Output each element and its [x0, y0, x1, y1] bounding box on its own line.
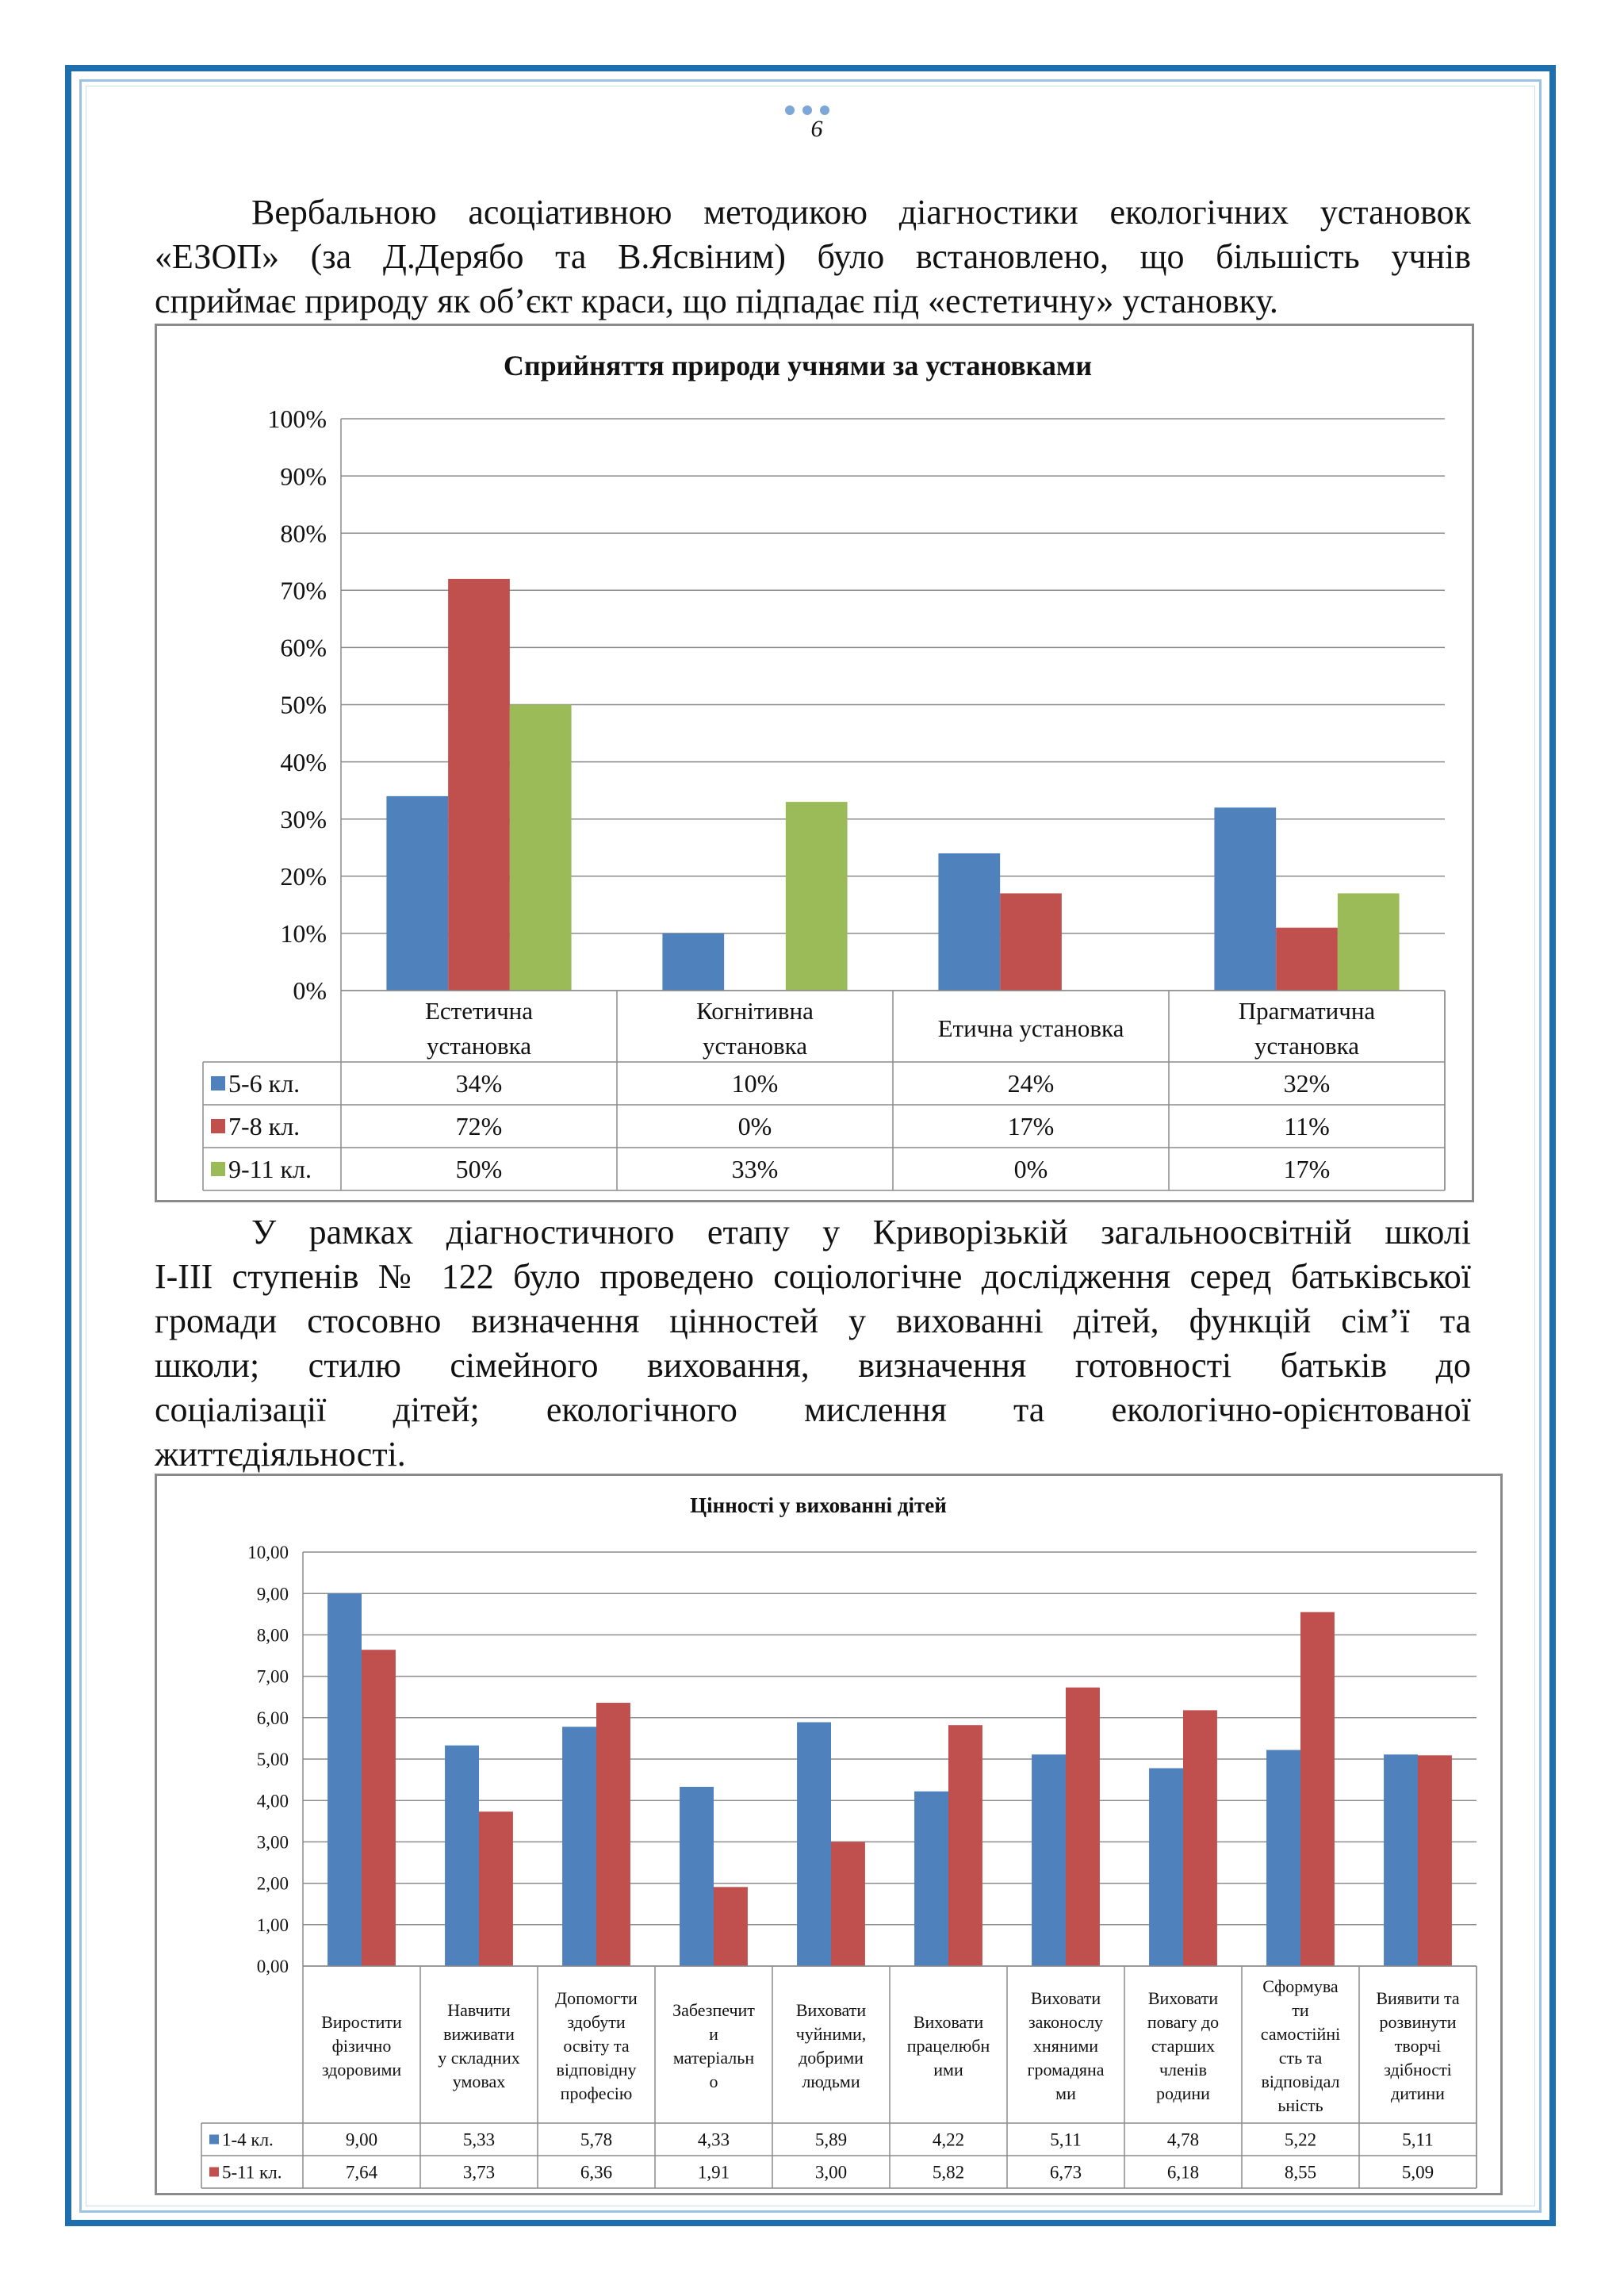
category-label: Навчити — [447, 2000, 511, 2020]
bar-2 — [1276, 928, 1338, 991]
category-label: самостійні — [1260, 2024, 1341, 2044]
y-tick-label: 20% — [280, 862, 327, 891]
bar-2 — [448, 579, 510, 991]
table-value: 34% — [455, 1069, 503, 1098]
bar-1 — [445, 1746, 479, 1966]
category-label: ими — [933, 2060, 963, 2079]
bar-2 — [714, 1887, 748, 1966]
legend-key-2 — [209, 2168, 219, 2177]
bar-2 — [362, 1650, 396, 1966]
table-value: 5,33 — [462, 2129, 496, 2150]
y-tick-label: 9,00 — [256, 1584, 289, 1604]
table-value: 11% — [1284, 1112, 1330, 1141]
table-value: 4,22 — [932, 2129, 965, 2150]
series-name: 5-11 кл. — [222, 2162, 282, 2183]
bar-1 — [662, 933, 724, 991]
header-dots — [785, 105, 841, 116]
y-tick-label: 0,00 — [256, 1957, 289, 1977]
series-name: 9-11 кл. — [228, 1155, 312, 1184]
bar-1 — [938, 853, 1000, 991]
bar-2 — [831, 1842, 865, 1966]
chart-2-svg — [157, 1476, 1500, 2193]
category-label: повагу до — [1147, 2012, 1220, 2032]
category-label: Допомогти — [555, 1988, 638, 2008]
category-label: Естетична — [424, 997, 534, 1025]
paragraph-line: «ЕЗОП» (за Д.Дерябо та В.Ясвіним) було встановлено, що більшість учнів — [155, 237, 1471, 276]
bar-1 — [327, 1593, 362, 1966]
category-label: установка — [426, 1032, 532, 1060]
table-value: 9,00 — [345, 2129, 378, 2150]
series-name: 1-4 кл. — [222, 2129, 274, 2150]
y-tick-label: 30% — [280, 804, 327, 834]
table-value: 24% — [1007, 1069, 1055, 1098]
table-value: 6,73 — [1049, 2162, 1082, 2183]
category-label: людьми — [802, 2072, 860, 2091]
category-label: у складних — [438, 2048, 520, 2068]
y-tick-label: 7,00 — [256, 1666, 289, 1687]
legend-key-1 — [211, 1076, 225, 1091]
y-tick-label: 40% — [280, 747, 327, 776]
paragraph-line: І-ІІІ ступенів № 122 було проведено соціологічне дослідження серед батьківської — [155, 1257, 1471, 1296]
table-value: 5,09 — [1401, 2162, 1434, 2183]
bar-3 — [786, 802, 848, 991]
y-tick-label: 50% — [280, 690, 327, 719]
paragraph-1 — [155, 190, 1471, 324]
category-label: дитини — [1391, 2083, 1445, 2103]
category-label: професію — [560, 2083, 633, 2103]
category-label: здібності — [1384, 2060, 1452, 2079]
category-label: Виховати — [1147, 1988, 1219, 2008]
category-label: Виховати — [795, 2000, 867, 2020]
paragraph-line: соціалізації дітей; екологічного мислення та екологічно-орієнтованої — [155, 1390, 1471, 1429]
bar-1 — [1149, 1768, 1183, 1966]
category-label: добрими — [799, 2048, 864, 2068]
bar-1 — [1032, 1754, 1066, 1966]
category-label: Когнітивна — [696, 997, 814, 1025]
legend-key-3 — [211, 1162, 225, 1176]
bar-3 — [1338, 893, 1400, 991]
paragraph-line: школи; стилю сімейного виховання, визначення готовності батьків до — [155, 1346, 1471, 1385]
bar-1 — [1214, 807, 1276, 991]
table-value: 4,33 — [697, 2129, 730, 2150]
table-value: 72% — [455, 1112, 503, 1141]
y-tick-label: 10,00 — [247, 1543, 289, 1563]
table-value: 5,22 — [1284, 2129, 1317, 2150]
chart-1-svg — [157, 326, 1472, 1200]
table-value: 0% — [737, 1112, 772, 1141]
y-tick-label: 70% — [280, 576, 327, 605]
category-label: хняними — [1032, 2036, 1099, 2056]
category-label: здобути — [567, 2012, 626, 2032]
table-value: 6,18 — [1166, 2162, 1200, 2183]
bar-2 — [1418, 1755, 1452, 1966]
page-number: 6 — [810, 116, 823, 142]
chart-1-container — [155, 324, 1474, 1202]
paragraph-line: Вербальною асоціативною методикою діагностики екологічних установок — [251, 193, 1471, 232]
category-label: Виховати — [913, 2012, 984, 2032]
table-value: 3,73 — [462, 2162, 496, 2183]
y-tick-label: 100% — [267, 404, 327, 434]
bar-3 — [510, 705, 572, 991]
table-value: 5,82 — [932, 2162, 965, 2183]
table-value: 33% — [731, 1155, 779, 1184]
category-label: відповідал — [1261, 2072, 1340, 2091]
category-label: законослу — [1028, 2012, 1104, 2032]
category-label: Виростити — [321, 2012, 402, 2032]
category-label: установка — [702, 1032, 808, 1060]
y-tick-label: 80% — [280, 519, 327, 548]
bar-2 — [948, 1725, 982, 1966]
category-label: працелюбн — [906, 2036, 990, 2056]
bar-2 — [596, 1703, 630, 1966]
category-label: Сформува — [1262, 1976, 1339, 1996]
bar-1 — [1384, 1754, 1418, 1966]
bar-1 — [914, 1792, 948, 1966]
category-label: громадяна — [1027, 2060, 1105, 2079]
bar-1 — [797, 1723, 831, 1966]
bar-2 — [479, 1811, 513, 1966]
y-tick-label: 8,00 — [256, 1625, 289, 1646]
y-tick-label: 4,00 — [256, 1791, 289, 1811]
series-name: 5-6 кл. — [228, 1069, 301, 1098]
y-tick-label: 5,00 — [256, 1750, 289, 1770]
category-label: відповідну — [556, 2060, 637, 2079]
bar-1 — [1266, 1750, 1300, 1966]
bar-2 — [1000, 893, 1062, 991]
category-label: ьність — [1277, 2095, 1323, 2115]
category-label: старших — [1151, 2036, 1216, 2056]
table-value: 7,64 — [345, 2162, 378, 2183]
y-tick-label: 90% — [280, 462, 327, 491]
table-value: 5,11 — [1402, 2129, 1434, 2150]
category-label: Виховати — [1030, 1988, 1101, 2008]
y-tick-label: 10% — [280, 919, 327, 949]
series-name: 7-8 кл. — [228, 1112, 301, 1141]
table-value: 3,00 — [814, 2162, 848, 2183]
category-label: и — [709, 2024, 718, 2044]
bar-1 — [680, 1787, 714, 1966]
table-value: 17% — [1283, 1155, 1331, 1184]
table-value: 32% — [1283, 1069, 1331, 1098]
table-value: 1,91 — [697, 2162, 730, 2183]
category-label: членів — [1159, 2060, 1208, 2079]
bar-2 — [1066, 1688, 1100, 1966]
bar-1 — [562, 1727, 596, 1966]
category-label: Виявити та — [1376, 1988, 1460, 2008]
bar-2 — [1183, 1710, 1217, 1966]
legend-key-1 — [209, 2135, 219, 2145]
y-tick-label: 60% — [280, 633, 327, 662]
paragraph-line: У рамках діагностичного етапу у Криворізькій загальноосвітній школі — [251, 1213, 1471, 1251]
category-label: розвинути — [1379, 2012, 1457, 2032]
category-label: ти — [1292, 2000, 1309, 2020]
category-label: фізично — [331, 2036, 392, 2056]
category-label: виживати — [443, 2024, 515, 2044]
category-label: чуйними, — [795, 2024, 867, 2044]
table-value: 50% — [455, 1155, 503, 1184]
category-label: сть та — [1278, 2048, 1323, 2068]
table-value: 0% — [1013, 1155, 1048, 1184]
y-tick-label: 2,00 — [256, 1873, 289, 1894]
category-label: творчі — [1394, 2036, 1442, 2056]
table-value: 8,55 — [1284, 2162, 1317, 2183]
category-label: Забезпечит — [672, 2000, 755, 2020]
y-tick-label: 3,00 — [256, 1832, 289, 1853]
chart-2-container — [155, 1474, 1503, 2195]
category-label: Етична установка — [937, 1014, 1124, 1043]
category-label: здоровими — [321, 2060, 402, 2079]
category-label: родини — [1156, 2083, 1210, 2103]
y-tick-label: 1,00 — [256, 1915, 289, 1935]
table-value: 4,78 — [1166, 2129, 1200, 2150]
bar-2 — [1300, 1612, 1335, 1966]
y-tick-label: 6,00 — [256, 1708, 289, 1728]
table-value: 6,36 — [580, 2162, 613, 2183]
category-label: ми — [1055, 2083, 1076, 2103]
category-label: освіту та — [563, 2036, 630, 2056]
table-value: 10% — [731, 1069, 779, 1098]
table-value: 5,89 — [814, 2129, 848, 2150]
category-label: Прагматична — [1238, 997, 1376, 1025]
paragraph-2 — [155, 1210, 1471, 1477]
y-tick-label: 0% — [293, 976, 327, 1006]
chart-title: Сприйняття природи учнями за установками — [503, 350, 1093, 381]
paragraph-line: сприймає природу як об’єкт краси, що підпадає під «естетичну» установку. — [155, 282, 1278, 320]
category-label: о — [709, 2072, 718, 2091]
chart-title: Цінності у вихованні дітей — [690, 1493, 947, 1517]
category-label: матеріальн — [672, 2048, 755, 2068]
category-label: установка — [1254, 1032, 1360, 1060]
category-label: умовах — [452, 2072, 506, 2091]
bar-1 — [386, 796, 448, 991]
legend-key-2 — [211, 1119, 225, 1133]
table-value: 5,11 — [1050, 2129, 1082, 2150]
table-value: 5,78 — [580, 2129, 613, 2150]
table-value: 17% — [1007, 1112, 1055, 1141]
paragraph-line: громади стосовно визначення цінностей у вихованні дітей, функцій сім’ї та — [155, 1301, 1471, 1340]
paragraph-line: життєдіяльності. — [155, 1435, 406, 1474]
